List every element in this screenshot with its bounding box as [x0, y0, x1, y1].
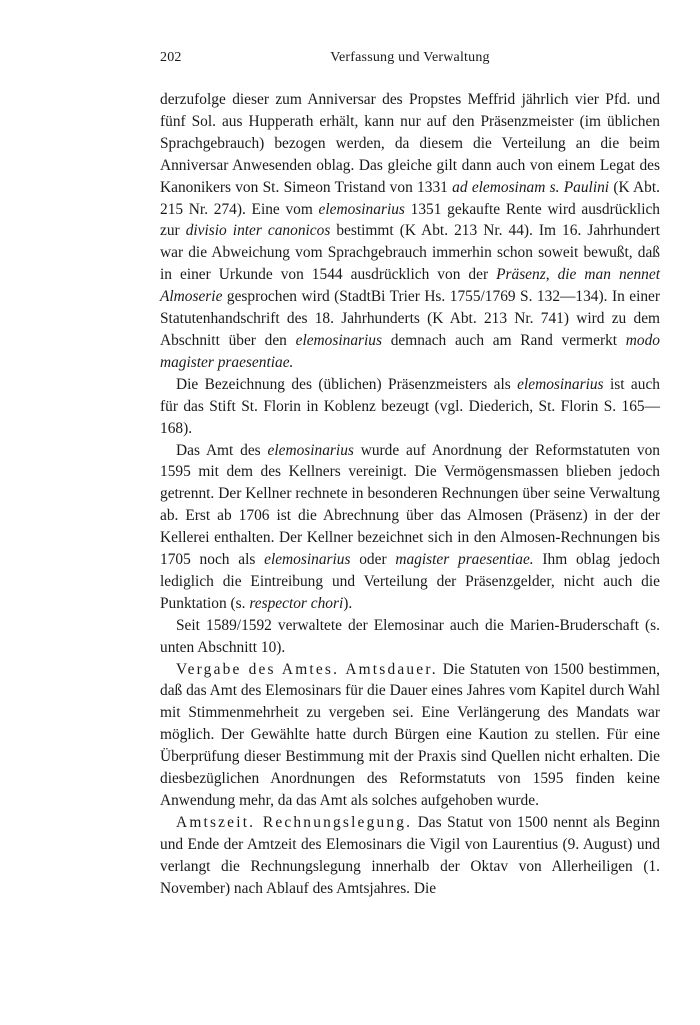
text-run: Seit 1589/1592 verwaltete der Elemosinar auch die Marien-Bruderschaft (s. unten Abschnitt 10).	[160, 616, 660, 656]
running-head: Verfassung und Verwaltung	[330, 50, 490, 65]
text-run: ist auch für das Stift St. Florin in Koblenz bezeugt (vgl. Diederich, St. Florin S. 165—168).	[160, 375, 660, 437]
paragraph	[160, 374, 660, 440]
paragraph	[160, 89, 660, 374]
italic-term: elemosinarius	[264, 551, 351, 569]
paragraph	[160, 440, 660, 615]
text-run: bestimmt (K Abt. 213 Nr. 44). Im 16. Jahrhundert war die Abweichung vom Sprachgebrauch immerhin schon soweit bewußt, daß in einer Urkunde von 1544 ausdrücklich von der	[160, 222, 660, 284]
text-run: demnach auch am Rand vermerkt	[381, 331, 626, 349]
italic-term: ad elemosinam s. Paulini	[452, 178, 610, 196]
italic-term: Präsenz, die man nennet Almoserie	[160, 266, 660, 306]
italic-term: magister praesentiae.	[395, 551, 534, 569]
text-run: ).	[343, 594, 353, 612]
italic-term: elemosinarius	[318, 200, 405, 218]
italic-term: modo magister praesentiae.	[160, 331, 660, 371]
paragraph	[160, 659, 660, 812]
page-number: 202	[160, 50, 182, 65]
text-run: Die Bezeichnung des (üblichen) Präsenzmeisters als	[176, 375, 518, 393]
text-run: oder	[350, 551, 396, 569]
italic-term: respector chori	[249, 594, 344, 612]
italic-term: elemosinarius	[267, 441, 354, 459]
body-text	[160, 89, 660, 900]
text-run: Ihm oblag jedoch lediglich die Eintreibung und Verteilung der Präsenzgelder, nicht auch die Punktation (s.	[160, 551, 660, 612]
paragraph	[160, 615, 660, 659]
italic-term: elemosinarius	[517, 375, 604, 393]
section-heading: Vergabe des Amtes. Amtsdauer.	[176, 660, 438, 678]
text-run: Die Statuten von 1500 bestimmen, daß das Amt des Elemosinars für die Dauer eines Jahres vom Kapitel durch Wahl mit Stimmenmehrheit zu vergeben sei. Eine Verlängerung des Mandats war möglich. Der Gewählte hatte durch Bürgen eine Kaution zu stellen. Für eine Überprüfung dieser Bestimmung mit der Praxis sind Quellen nicht erhalten. Die diesbezüglichen Anordnungen des Reformstatuts von 1595 finden keine Anwendung mehr, da das Amt als solches aufgehoben wurde.	[160, 660, 661, 809]
text-run: Das Amt des	[176, 441, 268, 459]
section-heading: Amtszeit. Rechnungslegung.	[176, 813, 413, 831]
text-run: gesprochen wird (StadtBi Trier Hs. 1755/1769 S. 132—134). In einer Statutenhandschrift des 18. Jahrhunderts (K Abt. 213 Nr. 741) wird zu dem Abschnitt über den	[160, 288, 660, 349]
text-run: Das Statut von 1500 nennt als Beginn und Ende der Amtzeit des Elemosinars die Vigil von Laurentius (9. August) und verlangt die Rechnungslegung innerhalb der Oktav von Allerheiligen (1. November) nach Ablauf des Amtsjahres. Die	[160, 813, 660, 897]
text-run: 1351 gekaufte Rente wird ausdrücklich zur	[160, 200, 661, 240]
text-run: wurde auf Anordnung der Reformstatuten von 1595 mit dem des Kellners vereinigt. Die Vermögensmassen blieben jedoch getrennt. Der Kellner rechnete in besonderen Rechnungen über seine Verwaltung ab. Erst ab 1706 ist die Abrechnung über das Almosen (Präsenz) in der der Kellerei enthalten. Der Kellner bezeichnet sich in den Almosen-Rechnungen bis 1705 noch als	[160, 441, 660, 569]
paragraph	[160, 812, 660, 900]
italic-term: divisio inter canonicos	[185, 222, 331, 240]
page-header	[160, 50, 660, 72]
italic-term: elemosinarius	[295, 331, 382, 349]
text-run: derzufolge dieser zum Anniversar des Propstes Meffrid jährlich vier Pfd. und fünf Sol. aus Hupperath erhält, kann nur auf den Präsenzmeister (im üblichen Sprachgebrauch) bezogen werden, da diesem die Verteilung an die beim Anniversar Anwesenden oblag. Das gleiche gilt dann auch von einem Legat des Kanonikers von St. Simeon Tristand von 1331	[160, 91, 660, 196]
text-run: (K Abt. 215 Nr. 274). Eine vom	[160, 178, 660, 218]
